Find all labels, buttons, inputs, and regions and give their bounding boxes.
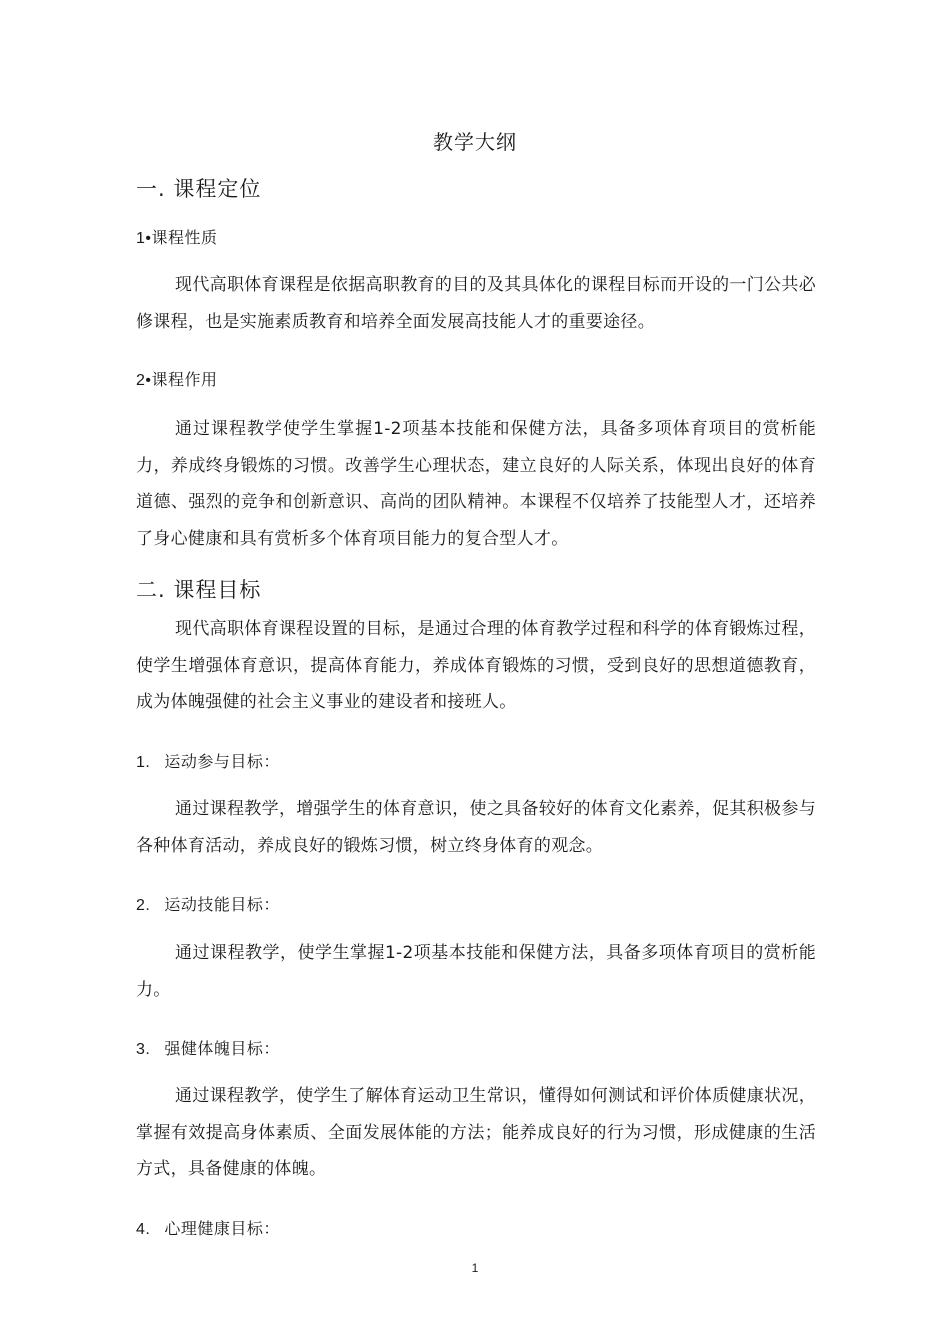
- goal-title: 运动参与目标：: [164, 752, 280, 771]
- page-number: 1: [471, 1261, 479, 1275]
- subheading-number: 1•: [136, 230, 152, 247]
- goal-heading-physique: [136, 1036, 280, 1059]
- subheading-course-role: [136, 367, 218, 390]
- goal-heading-participation: [136, 749, 280, 772]
- subheading-course-nature: [136, 225, 218, 248]
- paragraph-goal-participation: 通过课程教学，增强学生的体育意识，使之具备较好的体育文化素养，促其积极参与各种体育活动，养成良好的锻炼习惯，树立终身体育的观念。: [136, 799, 816, 856]
- subheading-title: 课程作用: [151, 370, 218, 389]
- goal-title: 强健体魄目标：: [164, 1039, 280, 1058]
- goal-heading-skills: [136, 892, 280, 915]
- goal-title: 运动技能目标：: [164, 895, 280, 914]
- goal-number: 1.: [136, 754, 151, 771]
- subheading-title: 课程性质: [151, 228, 218, 247]
- subheading-number: 2•: [136, 372, 152, 389]
- section-heading-course-goals: 二. 课程目标: [136, 578, 262, 602]
- paragraph-course-goals-intro: 现代高职体育课程设置的目标，是通过合理的体育教学过程和科学的体育锻炼过程，使学生增强体育意识，提高体育能力，养成体育锻炼的习惯，受到良好的思想道德教育，成为体魄强健的社会主义事业的建设者和接班人。: [136, 619, 816, 712]
- section-heading-course-positioning: 一. 课程定位: [136, 177, 262, 201]
- paragraph-goal-skills: 通过课程教学，使学生掌握1-2项基本技能和保健方法，具备多项体育项目的赏析能力。: [136, 943, 816, 1000]
- goal-number: 4.: [136, 1221, 151, 1238]
- document-title: 教学大纲: [433, 130, 517, 154]
- goal-number: 2.: [136, 897, 151, 914]
- paragraph-course-nature: 现代高职体育课程是依据高职教育的目的及其具体化的课程目标而开设的一门公共必修课程，也是实施素质教育和培养全面发展高技能人才的重要途径。: [136, 275, 816, 332]
- paragraph-goal-physique: 通过课程教学，使学生了解体育运动卫生常识，懂得如何测试和评价体质健康状况，掌握有效提高身体素质、全面发展体能的方法；能养成良好的行为习惯，形成健康的生活方式，具备健康的体魄。: [136, 1086, 816, 1179]
- goal-heading-mental-health: [136, 1216, 280, 1239]
- goal-number: 3.: [136, 1041, 151, 1058]
- goal-title: 心理健康目标：: [164, 1219, 280, 1238]
- paragraph-course-role: 通过课程教学使学生掌握1-2项基本技能和保健方法，具备多项体育项目的赏析能力，养成终身锻炼的习惯。改善学生心理状态，建立良好的人际关系，体现出良好的体育道德、强烈的竞争和创新意识、高尚的团队精神。本课程不仅培养了技能型人才，还培养了身心健康和具有赏析多个体育项目能力的复合型人才。: [136, 419, 816, 549]
